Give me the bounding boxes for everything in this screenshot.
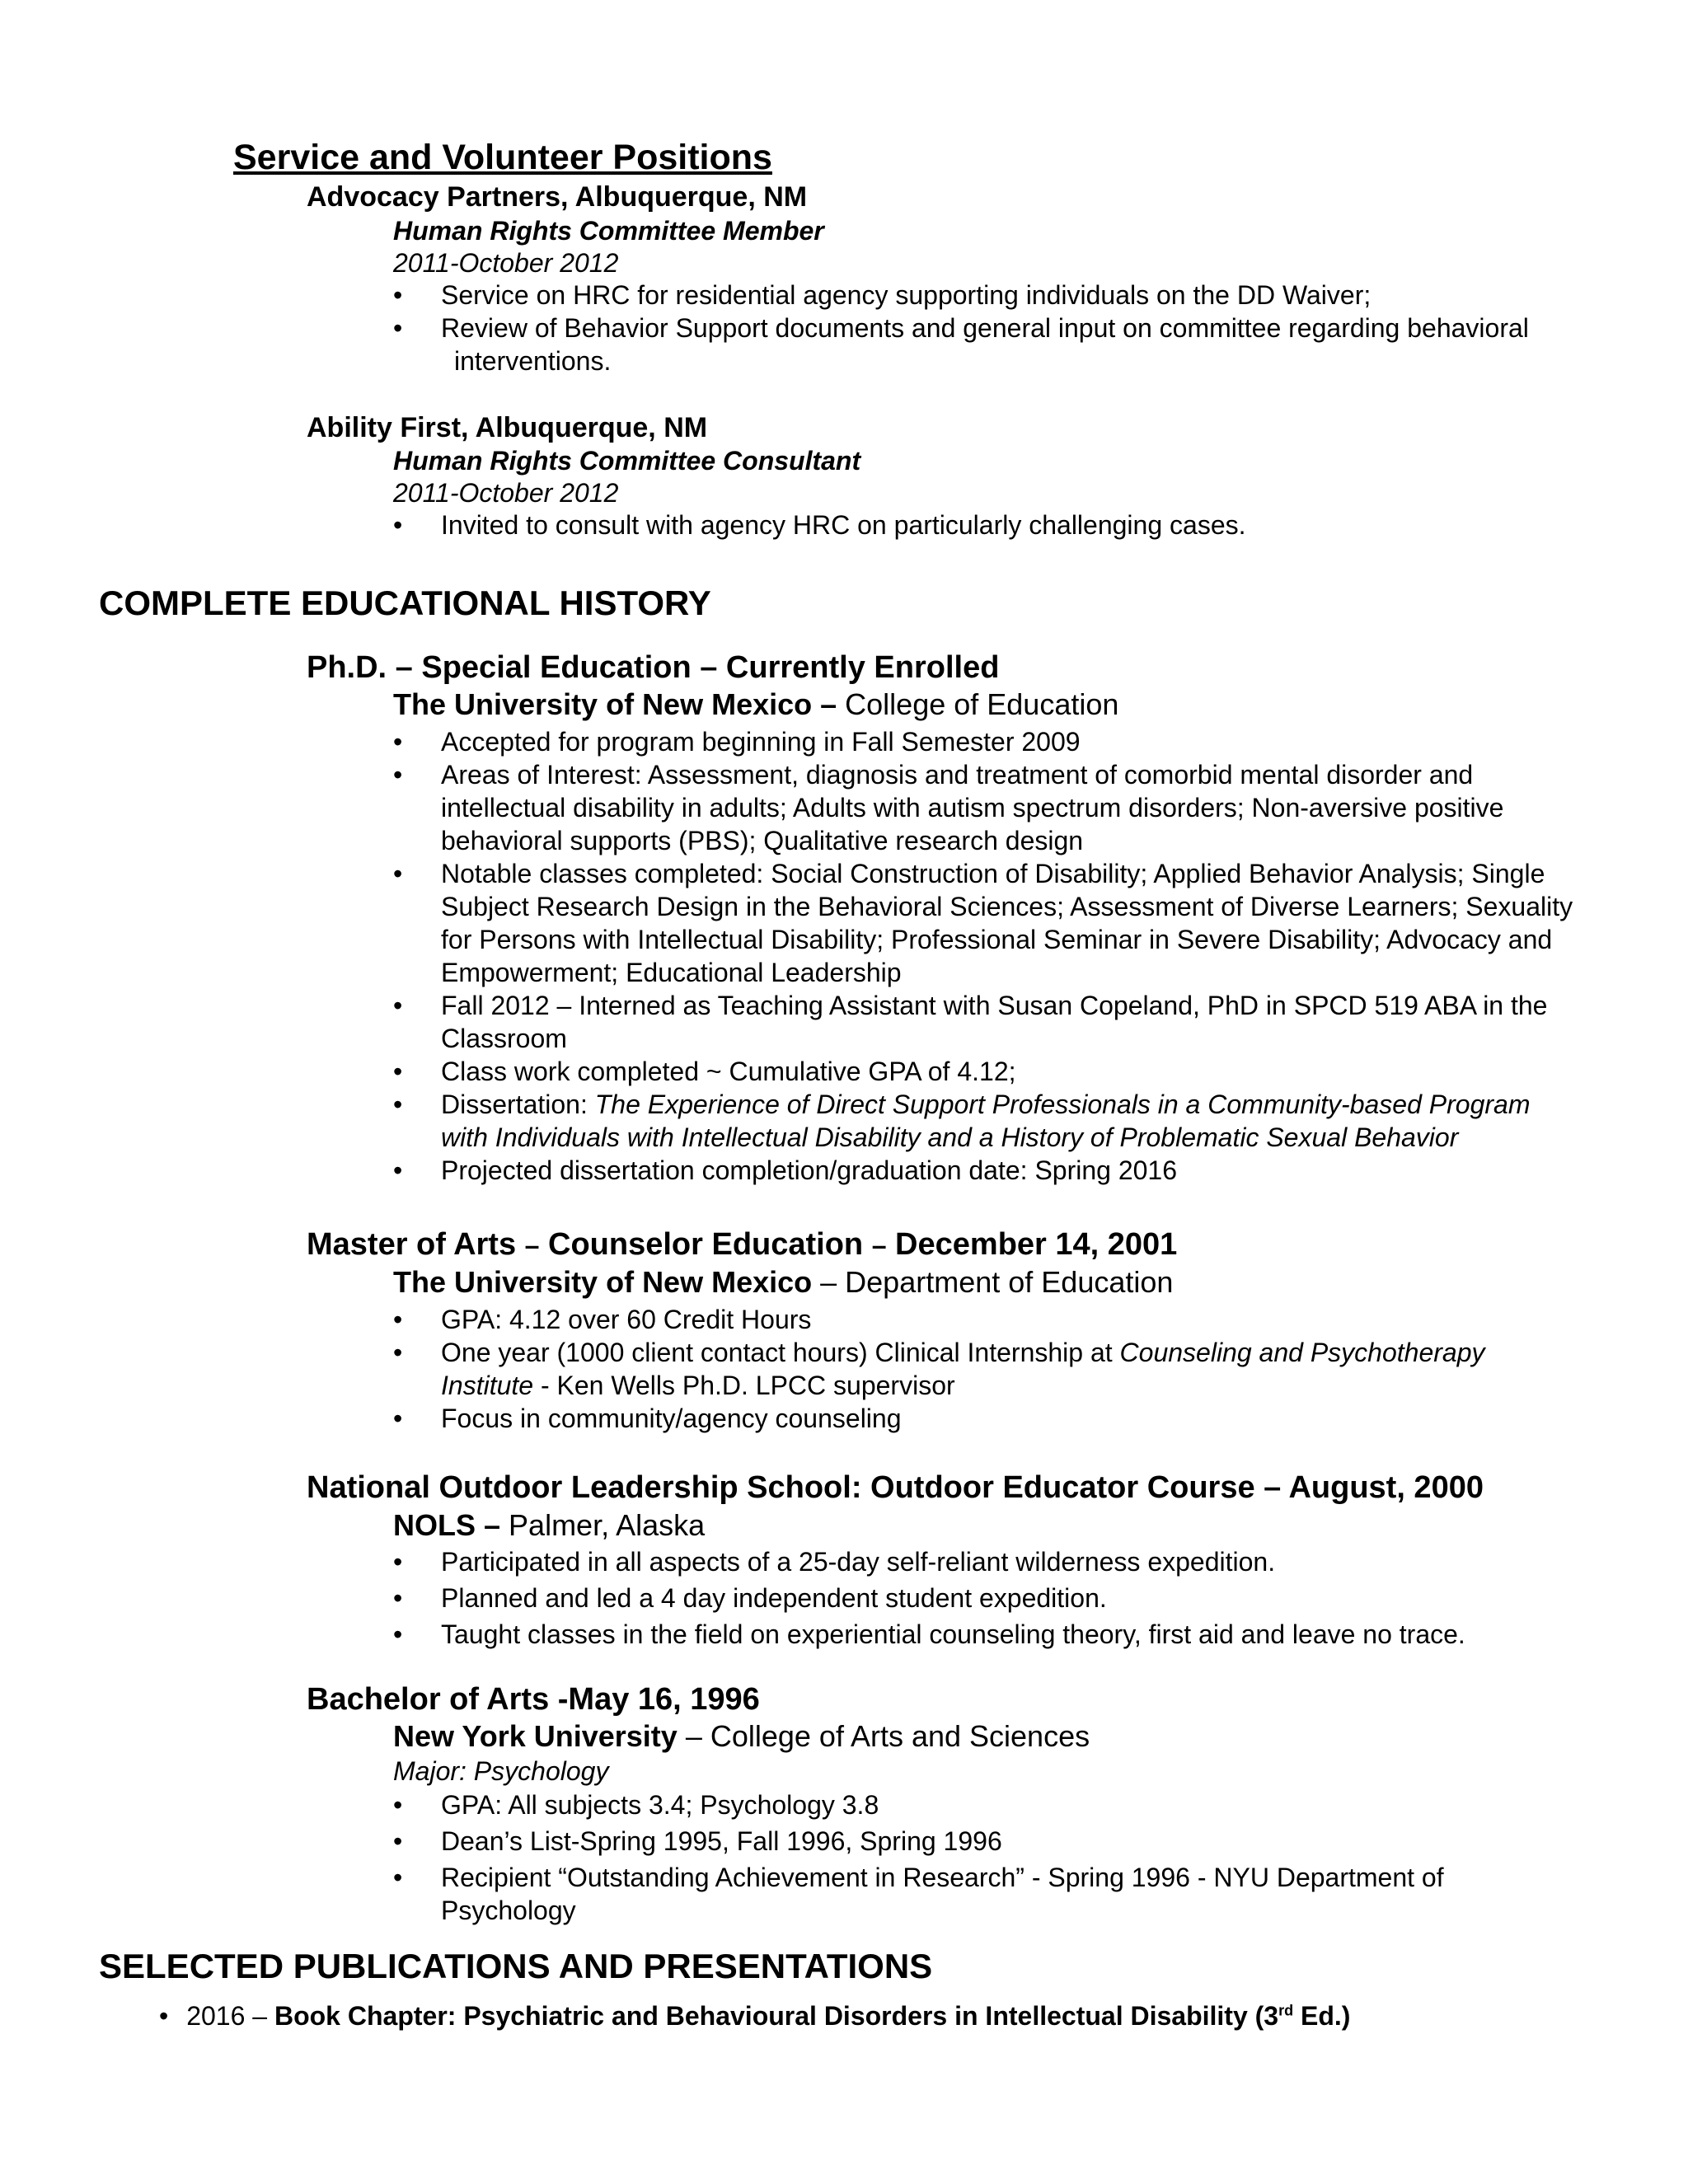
position-dates: 2011-October 2012 — [393, 478, 619, 508]
ba-degree-heading: Bachelor of Arts -May 16, 1996 — [307, 1682, 760, 1717]
nols-institution: NOLS – Palmer, Alaska — [393, 1508, 706, 1542]
list-item: • Areas of Interest: Assessment, diagnosis and treatment of comorbid mental disorder and intellectual disability in adults; Adults with autism spectrum disorders; Non-aversive positive behavioral supports (PBS); Qualitative research design — [393, 758, 1580, 857]
ba-institution: New York University – College of Arts and Sciences — [393, 1719, 1090, 1753]
ma-degree-heading: Master of Arts – Counselor Education – December 14, 2001 — [307, 1227, 1178, 1262]
list-item: • Fall 2012 – Interned as Teaching Assistant with Susan Copeland, PhD in SPCD 519 ABA in the Classroom — [393, 989, 1580, 1055]
position-role: Human Rights Committee Consultant — [393, 446, 861, 476]
list-item: • Focus in community/agency counseling — [393, 1402, 1580, 1435]
list-item: • Notable classes completed: Social Construction of Disability; Applied Behavior Analysis; Single Subject Research Design in the Behavioral Sciences; Assessment of Diverse Learners; Sexuality for Persons with Intellectual Disability; Professional Seminar in Severe Disability; Advocacy and Empowerment; Educational Leadership — [393, 857, 1580, 989]
list-item: • GPA: 4.12 over 60 Credit Hours — [393, 1303, 1580, 1336]
list-item: • Planned and led a 4 day independent student expedition. — [393, 1582, 1580, 1615]
publication-item: • 2016 – Book Chapter: Psychiatric and Behavioural Disorders in Intellectual Disability (3rd Ed.) — [159, 2001, 1351, 2031]
list-item: • Dissertation: The Experience of Direct Support Professionals in a Community-based Program with Individuals with Intellectual Disability and a History of Problematic Sexual Behavior — [393, 1088, 1580, 1154]
list-item: • Invited to consult with agency HRC on particularly challenging cases. — [393, 509, 1580, 541]
position-bullets — [393, 279, 1580, 377]
phd-institution: The University of New Mexico – College of Education — [393, 687, 1119, 721]
position-dates: 2011-October 2012 — [393, 248, 619, 278]
list-item: • Class work completed ~ Cumulative GPA of 4.12; — [393, 1055, 1580, 1088]
service-section-title: Service and Volunteer Positions — [233, 138, 772, 177]
list-item: • Review of Behavior Support documents and general input on committee regarding behavioral interventions. — [393, 312, 1580, 377]
list-item: • Participated in all aspects of a 25-day self-reliant wilderness expedition. — [393, 1545, 1580, 1578]
nols-heading: National Outdoor Leadership School: Outdoor Educator Course – August, 2000 — [307, 1470, 1484, 1505]
position-org: Ability First, Albuquerque, NM — [307, 412, 708, 443]
position-org: Advocacy Partners, Albuquerque, NM — [307, 181, 808, 213]
ba-major: Major: Psychology — [393, 1756, 609, 1786]
phd-degree-heading: Ph.D. – Special Education – Currently Enrolled — [307, 650, 1000, 685]
list-item: • GPA: All subjects 3.4; Psychology 3.8 — [393, 1788, 1580, 1821]
list-item: • Accepted for program beginning in Fall Semester 2009 — [393, 725, 1580, 758]
list-item: • Taught classes in the field on experiential counseling theory, first aid and leave no trace. — [393, 1618, 1580, 1651]
nols-bullets — [393, 1545, 1580, 1651]
publications-section-title: SELECTED PUBLICATIONS AND PRESENTATIONS — [99, 1947, 933, 1985]
ma-bullets — [393, 1303, 1580, 1435]
ma-institution: The University of New Mexico – Department of Education — [393, 1265, 1174, 1299]
position-bullets — [393, 509, 1580, 541]
list-item: • Projected dissertation completion/graduation date: Spring 2016 — [393, 1154, 1580, 1187]
ba-bullets — [393, 1788, 1580, 1927]
list-item: • Recipient “Outstanding Achievement in Research” - Spring 1996 - NYU Department of Psychology — [393, 1861, 1580, 1927]
list-item: • Dean’s List-Spring 1995, Fall 1996, Spring 1996 — [393, 1825, 1580, 1858]
phd-bullets — [393, 725, 1580, 1187]
list-item: • Service on HRC for residential agency supporting individuals on the DD Waiver; — [393, 279, 1580, 312]
list-item: • One year (1000 client contact hours) Clinical Internship at Counseling and Psychotherapy Institute - Ken Wells Ph.D. LPCC supervisor — [393, 1336, 1580, 1402]
position-role: Human Rights Committee Member — [393, 216, 824, 246]
education-section-title: COMPLETE EDUCATIONAL HISTORY — [99, 583, 711, 622]
